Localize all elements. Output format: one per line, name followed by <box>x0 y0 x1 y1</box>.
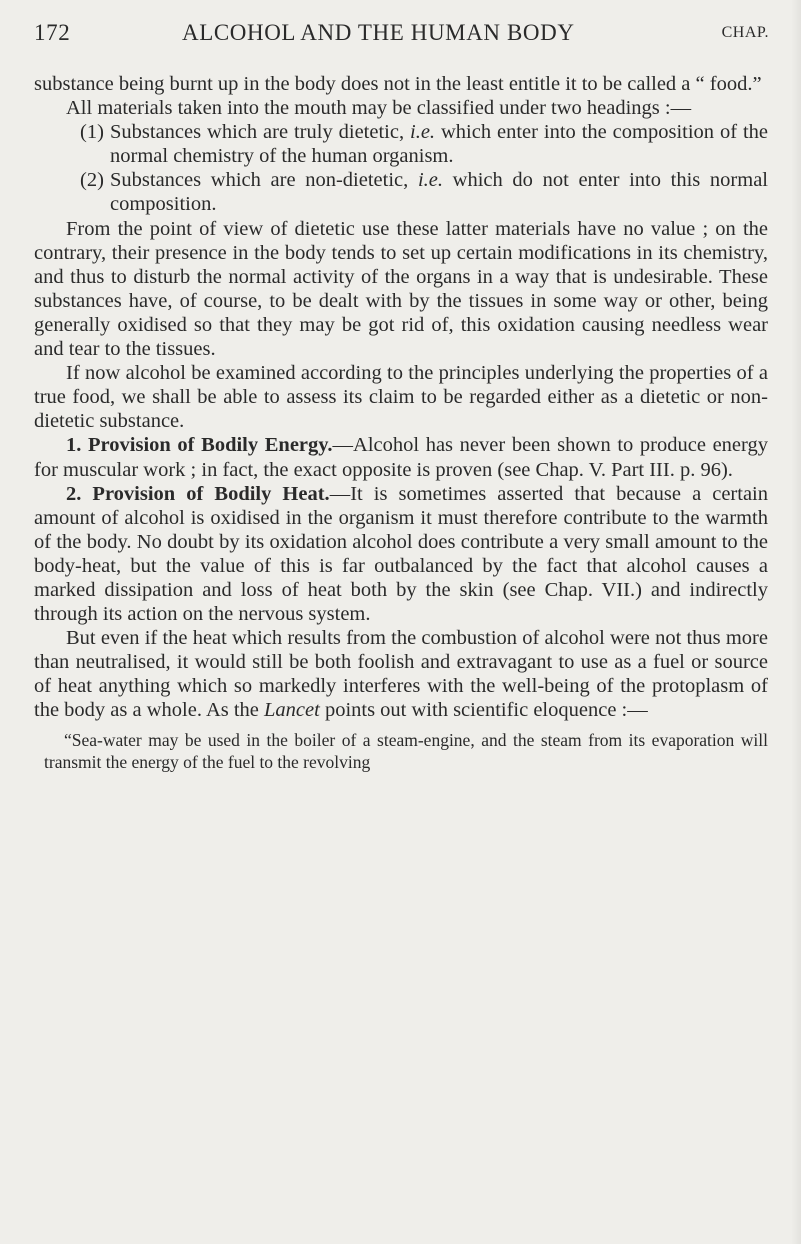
paragraph-combustion <box>34 626 768 722</box>
paragraph-continuation: substance being burnt up in the body does not in the least entitle it to be called a “ food.” <box>34 73 762 95</box>
paragraph-classification: All materials taken into the mouth may be classified under two headings :— <box>66 97 692 120</box>
lancet-title: Lancet <box>264 699 320 722</box>
section-bodily-energy <box>34 433 768 481</box>
list-item-non-dietetic <box>34 168 768 216</box>
list-number: (2) <box>80 169 104 192</box>
block-quote: “Sea-water may be used in the boiler of a steam-engine, and the steam from its evaporation will transmit the energy of the fuel to the revolving <box>44 729 768 772</box>
body-text <box>34 72 768 773</box>
section-text: —It is sometimes asserted that because a certain amount of alcohol is oxidised in the organism it must therefore contribute to the warmth of the body. No doubt by its oxidation alcohol does contribute a very small amount to the body-heat, but the value of this is far outbalanced by the fact that alcohol causes a marked dissipation and loss of heat both by the skin (see Chap. VII.) and indirectly through its action on the nervous system. <box>34 482 768 626</box>
running-title: ALCOHOL AND THE HUMAN BODY <box>182 20 575 45</box>
list-number: (1) <box>80 121 104 144</box>
list-text: which enter into the composition of the normal chemistry of the human organism. <box>110 121 768 168</box>
section-text: —Alcohol has never been shown to produce energy for muscular work ; in fact, the exact opposite is proven (see Chap. V. Part III. p. 96). <box>34 434 768 481</box>
section-heading: 2. Provision of Bodily Heat. <box>66 482 330 505</box>
list-text: which do not enter into this normal composition. <box>110 169 768 216</box>
list-text: Substances which are non-dietetic, <box>110 169 418 192</box>
page-number: 172 <box>34 20 71 45</box>
list-item-dietetic <box>34 120 768 168</box>
section-bodily-heat <box>34 482 768 627</box>
chapter-abbrev: CHAP. <box>721 24 769 41</box>
paragraph-examine-alcohol: If now alcohol be examined according to the principles underlying the properties of a true food, we shall be able to assess its claim to be regarded either as a dietetic or non-dietetic substance. <box>34 362 768 433</box>
page-edge-shadow <box>791 0 801 1244</box>
list-text: Substances which are truly dietetic, <box>110 121 411 144</box>
paragraph-dietetic-use: From the point of view of dietetic use these latter materials have no value ; on the contrary, their presence in the body tends to set up certain modifications in its chemistry, and thus to disturb the normal activity of the organs in a way that is undesirable. These substances have, of course, to be dealt with by the tissues in some way or other, being generally oxidised so that they may be got rid of, this oxidation causing needless wear and tear to the tissues. <box>34 217 768 361</box>
ie-abbrev: i.e. <box>417 169 443 192</box>
paragraph-text: points out with scientific eloquence :— <box>319 699 648 722</box>
paragraph-text: But even if the heat which results from the combustion of alcohol were not thus more than neutralised, it would still be both foolish and extravagant to use as a fuel or source of heat anything which so markedly interferes with the well-being of the protoplasm of the body as a whole. As the <box>34 627 768 722</box>
running-head <box>34 20 769 54</box>
ie-abbrev: i.e. <box>410 121 436 144</box>
section-heading: 1. Provision of Bodily Energy. <box>66 434 333 457</box>
